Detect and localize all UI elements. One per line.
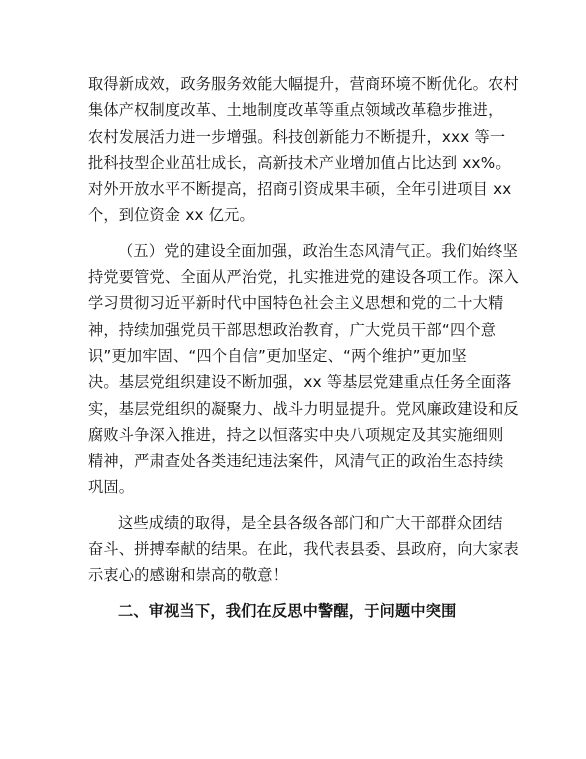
text-line: 集体产权制度改革、土地制度改革等重点领域改革稳步推进， xyxy=(88,101,504,120)
text-line: 农村发展活力进一步增强。科技创新能力不断提升，xxx 等一 xyxy=(88,127,506,146)
text-line: 学习贯彻习近平新时代中国特色社会主义思想和党的二十大精 xyxy=(88,294,504,313)
text-line: 取得新成效，政务服务效能大幅提升，营商环境不断优化。农村 xyxy=(88,75,519,93)
text-line: 神，持续加强党员干部思想政治教育，广大党员干部“四个意 xyxy=(88,320,497,339)
text-line: 持党要管党、全面从严治党，扎实推进党的建设各项工作。深入 xyxy=(88,268,519,287)
text-line: 精神，严肃查处各类违纪违法案件，风清气正的政治生态持续 xyxy=(88,452,504,471)
text-line: 实，基层党组织的凝聚力、战斗力明显提升。党风廉政建设和反 xyxy=(88,399,519,418)
text-line: 批科技型企业茁壮成长，高新技术产业增加值占比达到 xx%。 xyxy=(88,153,511,172)
document-body xyxy=(88,71,519,624)
text-line: 对外开放水平不断提高，招商引资成果丰硕，全年引进项目 xx xyxy=(88,180,512,199)
paragraph-2 xyxy=(88,238,519,501)
paragraph-spacer xyxy=(88,229,502,238)
text-line: 决。基层党组织建设不断加强，xx 等基层党建重点任务全面落 xyxy=(88,373,512,392)
text-line: 示衷心的感谢和崇高的敬意！ xyxy=(88,566,289,585)
paragraph-spacer xyxy=(88,501,502,510)
text-line: 奋斗、拼搏奉献的结果。在此，我代表县委、县政府，向大家表 xyxy=(88,540,519,559)
section-heading: 二、审视当下，我们在反思中警醒，于问题中突围 xyxy=(118,601,457,620)
text-line: 这些成绩的取得，是全县各级各部门和广大干部群众团结 xyxy=(118,513,503,532)
text-line: 巩固。 xyxy=(88,478,135,497)
text-line: （五）党的建设全面加强，政治生态风清气正。我们始终坚 xyxy=(118,241,519,260)
paragraph-spacer xyxy=(88,589,502,598)
paragraph-1 xyxy=(88,71,519,229)
text-line: 腐败斗争深入推进，持之以恒落实中央八项规定及其实施细则 xyxy=(88,425,504,444)
text-line: 个，到位资金 xx 亿元。 xyxy=(88,206,255,225)
text-line: 识”更加牢固、“四个自信”更加坚定、“两个维护”更加坚 xyxy=(88,346,467,365)
paragraph-3 xyxy=(88,510,519,589)
